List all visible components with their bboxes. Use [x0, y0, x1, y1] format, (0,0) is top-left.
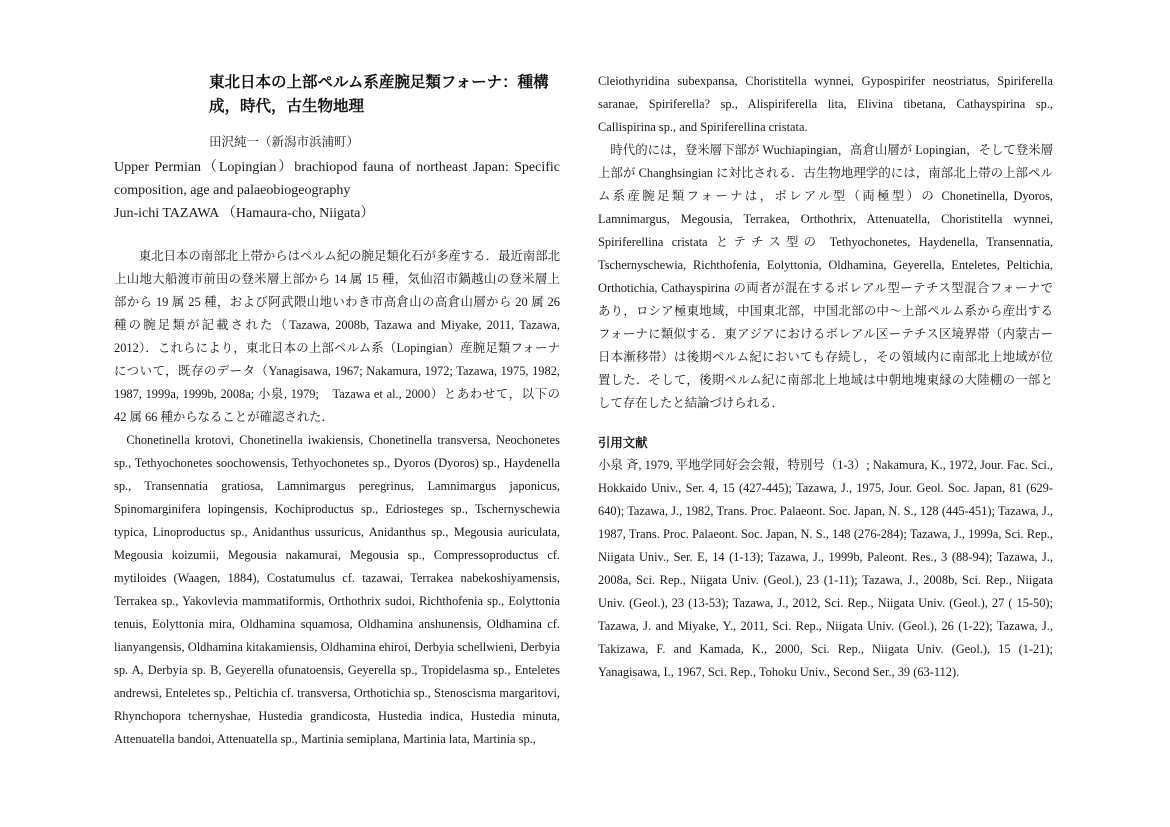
species-list-continued	[598, 70, 1053, 139]
abstract-paragraph-1: 東北日本の南部北上帯からはペルム紀の腕足類化石が多産する．最近南部北上山地大船渡市前田の登米層上部から 14 属 15 種，気仙沼市鍋越山の登米層上部から 19 属 25 種，および阿武隈山地いわき市高倉山の高倉山層から 20 属 26 種の腕足類が記載された（Tazawa, 2008b, Tazawa and Miyake, 2011, Tazawa, 2012）．これらにより，東北日本の上部ペルム系（Lopingian）産腕足類フォーナについて，既存のデータ（Yanagisawa, 1967; Nakamura, 1972; Tazawa, 1975, 1982, 1987, 1999a, 1999b, 2008a; 小泉, 1979; Tazawa et al., 2000）とあわせて，以下の 42 属 66 種からなることが確認された．	[114, 249, 560, 424]
species-list-continued-text: Cleiothyridina subexpansa, Choristitella wynnei, Gypospirifer neostriatus, Spiriferella saranae, Spiriferella? sp., Alispiriferella lita, Elivina tibetana, Cathayspirina sp., Callispirina sp., and Spiriferellina cristata.	[598, 74, 1053, 134]
right-column	[598, 70, 1053, 684]
references-heading: 引用文献	[598, 435, 648, 450]
author-japanese: 田沢純一（新潟市浜浦町）	[209, 134, 360, 149]
species-list	[114, 429, 560, 751]
title-japanese: 東北日本の上部ペルム系産腕足類フォーナ：種構成，時代，古生物地理	[209, 73, 549, 115]
title-english: Upper Permian（Lopingian）brachiopod fauna of northeast Japan: Specific composition, age and palaeobiogeography	[114, 160, 560, 198]
species-list-text: Chonetinella krotovi, Chonetinella iwakiensis, Chonetinella transversa, Neochonetes sp., Tethyochonetes soochowensis, Tethyochonetes sp., Dyoros (Dyoros) sp., Haydenella sp., Transennatia gratiosa, Lamnimargus peregrinus, Lamnimargus japonicus, Spinomarginifera lopingensis, Kochiproductus sp., Edriosteges sp., Tschernyschewia typica, Linoproductus sp., Anidanthus ussuricus, Anidanthus sp., Megousia auriculata, Megousia koizumii, Megousia nakamurai, Megousia sp., Compressoproductus cf. mytiloides (Waagen, 1884), Costatumulus cf. tazawai, Terrakea nabekoshiyamensis, Terrakea sp., Yakovlevia mammatiformis, Orthothrix sudoi, Richthofenia sp., Eolyttonia tenuis, Eolyttonia mira, Oldhamina squamosa, Oldhamina anshunensis, Oldhamina cf. lianyangensis, Oldhamina kitakamiensis, Oldhamina ehiroi, Derbyia schellwieni, Derbyia sp. A, Derbyia sp. B, Geyerella ofunatoensis, Geyerella sp., Tropidelasma sp., Enteletes andrewsi, Enteletes sp., Peltichia cf. transversa, Orthotichia sp., Stenoscisma margaritovi, Rhynchopora tchernyshae, Hustedia grandicosta, Hustedia indica, Hustedia minuta, Attenuatella bandoi, Attenuatella sp., Martinia semiplana, Martinia lata, Martinia sp.,	[114, 433, 560, 746]
abstract-paragraph-2: 時代的には，登米層下部が Wuchiapingian，高倉山層が Lopingian，そして登米層上部が Changhsingian に対比される．古生物地理学的には，南部北上帯の上部ペルム系産腕足類フォーナは，ボレアル型（両極型）の Chonetinella, Dyoros, Lamnimargus, Megousia, Terrakea, Orthothrix, Attenuatella, Choristitella wynnei, Spiriferellina cristata とテチス型の Tethyochonetes, Haydenella, Transennatia, Tschernyschewia, Richthofenia, Eolyttonia, Oldhamina, Geyerella, Enteletes, Peltichia, Orthotichia, Cathayspirina の両者が混在するボレアル型ーテチス型混合フォーナであり，ロシア極東地域，中国東北部，中国北部の中〜上部ペルム系から産出するフォーナに類似する．東アジアにおけるボレアル区ーテチス区境界帯（内蒙古ー日本漸移帯）は後期ペルム紀においても存続し，その領域内に南部北上地域が位置した．そして，後期ペルム紀に南部北上地域は中朝地塊東縁の大陸棚の一部として存在したと結論づけられる．	[598, 143, 1053, 410]
author-english: Jun-ichi TAZAWA （Hamaura-cho, Niigata）	[114, 206, 375, 221]
left-column	[114, 70, 560, 751]
references-list: 小泉 斉, 1979, 平地学同好会会報，特別号（1-3）; Nakamura, K., 1972, Jour. Fac. Sci., Hokkaido Univ., Ser. 4, 15 (427-445); Tazawa, J., 1975, Jour. Geol. Soc. Japan, 81 (629-640); Tazawa, J., 1982, Trans. Proc. Palaeont. Soc. Japan, N. S., 128 (445-451); Tazawa, J., 1987, Trans. Proc. Palaeont. Soc. Japan, N. S., 148 (276-284); Tazawa, J., 1999a, Sci. Rep., Niigata Univ., Ser. E, 14 (1-13); Tazawa, J., 1999b, Paleont. Res., 3 (88-94); Tazawa, J., 2008a, Sci. Rep., Niigata Univ. (Geol.), 23 (1-11); Tazawa, J., 2008b, Sci. Rep., Niigata Univ. (Geol.), 23 (13-53); Tazawa, J., 2012, Sci. Rep., Niigata Univ. (Geol.), 27 ( 15-50); Tazawa, J. and Miyake, Y., 2011, Sci. Rep., Niigata Univ. (Geol.), 26 (1-22); Tazawa, J., Takizawa, F. and Kamada, K., 2000, Sci. Rep., Niigata Univ. (Geol.), 15 (1-21); Yanagisawa, I., 1967, Sci. Rep., Tohoku Univ., Second Ser., 39 (63-112).	[598, 458, 1053, 679]
